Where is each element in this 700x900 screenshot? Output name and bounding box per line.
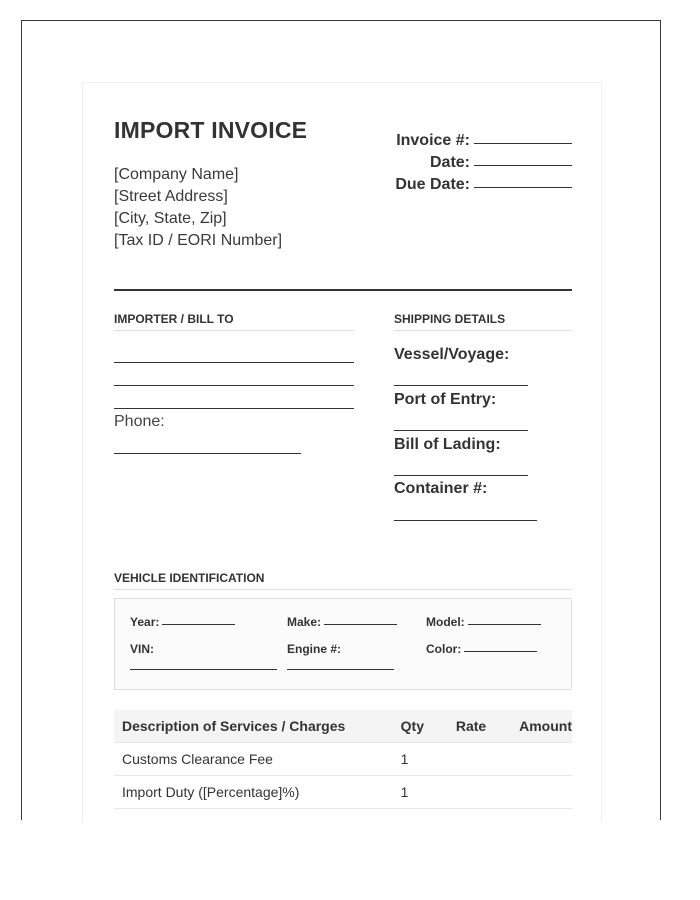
importer-line-2[interactable] <box>114 385 354 386</box>
due-date-label: Due Date: <box>395 176 470 193</box>
header-divider <box>114 289 572 291</box>
port-label: Port of Entry: <box>394 391 497 408</box>
company-tax-id: [Tax ID / EORI Number] <box>114 232 283 249</box>
table-row <box>114 776 572 809</box>
container-field[interactable] <box>394 520 537 521</box>
vehicle-box <box>114 598 572 690</box>
model-row <box>426 615 541 629</box>
importer-line-3[interactable] <box>114 408 354 409</box>
port-field[interactable] <box>394 430 528 431</box>
phone-field[interactable] <box>114 453 301 454</box>
model-label: Model: <box>426 615 465 629</box>
column-header-rate: Rate <box>448 710 511 743</box>
row-description[interactable]: Customs Clearance Fee <box>114 743 393 776</box>
column-header-description: Description of Services / Charges <box>114 710 393 743</box>
company-block <box>114 164 282 252</box>
row-description[interactable]: Import Duty ([Percentage]%) <box>114 776 393 809</box>
make-field[interactable] <box>324 623 397 625</box>
company-name: [Company Name] <box>114 166 239 183</box>
invoice-number-label: Invoice #: <box>396 132 470 149</box>
vin-label: VIN: <box>130 642 154 656</box>
due-date-field[interactable] <box>474 186 572 188</box>
make-label: Make: <box>287 615 322 629</box>
lading-label: Bill of Lading: <box>394 436 501 453</box>
column-header-amount: Amount <box>511 710 572 743</box>
color-row <box>426 642 537 656</box>
engine-label: Engine #: <box>287 642 342 656</box>
company-street: [Street Address] <box>114 188 228 205</box>
make-row <box>287 615 397 629</box>
vessel-label: Vessel/Voyage: <box>394 346 510 363</box>
shipping-heading: SHIPPING DETAILS <box>394 312 572 331</box>
invoice-meta <box>383 130 572 196</box>
importer-line-1[interactable] <box>114 362 354 363</box>
date-row <box>383 152 572 174</box>
vin-field[interactable] <box>130 669 277 670</box>
row-qty[interactable]: 1 <box>393 743 448 776</box>
row-qty[interactable]: 1 <box>393 776 448 809</box>
phone-label: Phone: <box>114 413 165 430</box>
model-field[interactable] <box>468 623 541 625</box>
row-amount[interactable] <box>511 776 572 809</box>
year-row <box>130 615 235 629</box>
charges-table <box>114 710 572 809</box>
container-label: Container #: <box>394 480 488 497</box>
invoice-number-field[interactable] <box>474 142 572 144</box>
importer-heading: IMPORTER / BILL TO <box>114 312 354 331</box>
engine-field[interactable] <box>287 669 394 670</box>
invoice-number-row <box>383 130 572 152</box>
row-rate[interactable] <box>448 743 511 776</box>
company-city: [City, State, Zip] <box>114 210 227 227</box>
table-row <box>114 743 572 776</box>
color-field[interactable] <box>464 650 537 652</box>
date-label: Date: <box>429 154 470 171</box>
year-label: Year: <box>130 615 160 629</box>
color-label: Color: <box>426 642 462 656</box>
row-rate[interactable] <box>448 776 511 809</box>
column-header-qty: Qty <box>393 710 448 743</box>
year-field[interactable] <box>162 623 235 625</box>
invoice-page <box>82 82 602 822</box>
table-header-row <box>114 710 572 743</box>
due-date-row <box>383 174 572 196</box>
row-amount[interactable] <box>511 743 572 776</box>
date-field[interactable] <box>474 164 572 166</box>
vessel-field[interactable] <box>394 385 528 386</box>
lading-field[interactable] <box>394 475 528 476</box>
vehicle-heading: VEHICLE IDENTIFICATION <box>114 571 572 590</box>
document-frame <box>21 20 661 820</box>
invoice-title: IMPORT INVOICE <box>114 117 308 143</box>
